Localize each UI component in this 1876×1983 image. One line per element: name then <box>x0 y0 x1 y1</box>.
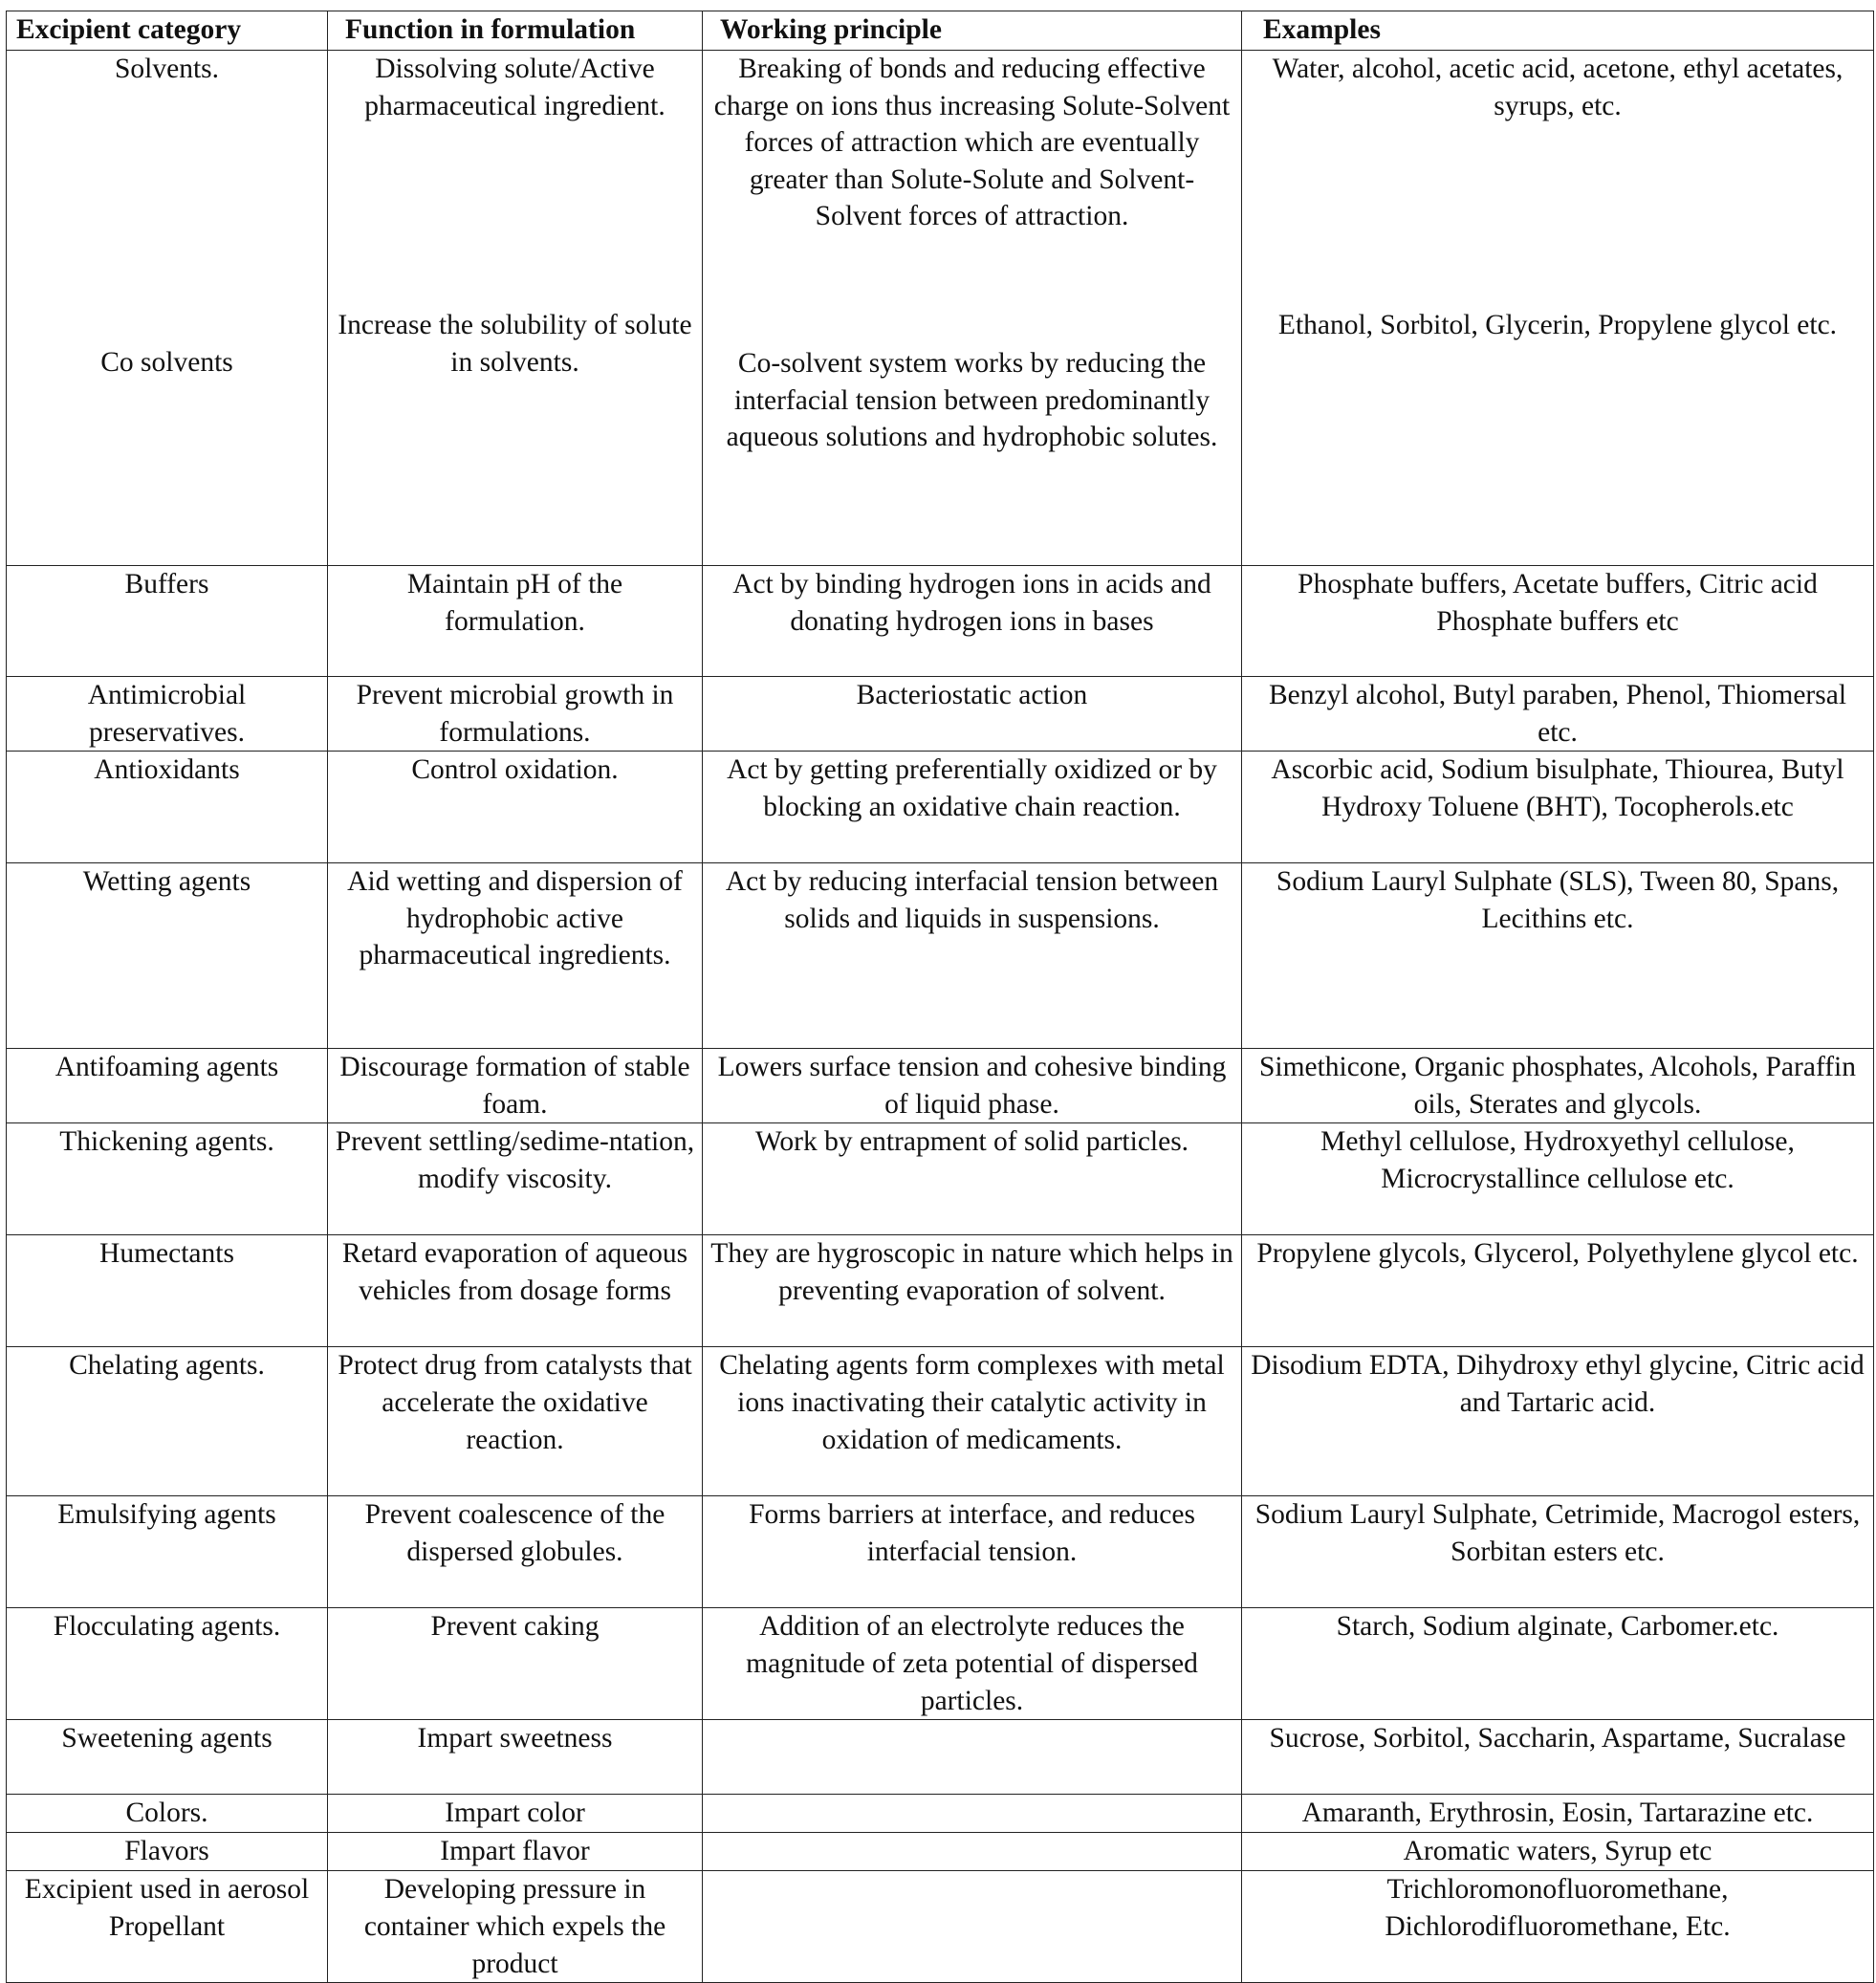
principle-antifoaming: Lowers surface tension and cohesive binding of liquid phase. <box>703 1049 1242 1123</box>
function-co-solvents: Increase the solubility of solute in solvents. <box>338 310 692 378</box>
table-row <box>7 677 1874 752</box>
function-wetting: Aid wetting and dispersion of hydrophobic active pharmaceutical ingredients. <box>328 863 703 1049</box>
category-antioxidants: Antioxidants <box>7 752 328 863</box>
table-row <box>7 51 1874 566</box>
category-flocculating: Flocculating agents. <box>7 1608 328 1720</box>
header-examples: Examples <box>1242 11 1874 51</box>
table-row <box>7 1496 1874 1608</box>
principle-solvents: Breaking of bonds and reducing effective charge on ions thus increasing Solute-Solvent forces of attraction which are eventually greater than Solute-Solute and Solvent-Solvent forces of attraction. <box>713 54 1231 232</box>
examples-antioxidants: Ascorbic acid, Sodium bisulphate, Thiourea, Butyl Hydroxy Toluene (BHT), Tocopherols.etc <box>1242 752 1874 863</box>
function-thickening: Prevent settling/sedime-ntation, modify viscosity. <box>328 1123 703 1235</box>
examples-colors: Amaranth, Erythrosin, Eosin, Tartarazine etc. <box>1242 1795 1874 1833</box>
table-row <box>7 566 1874 677</box>
table-header-row <box>7 11 1874 51</box>
principle-flocculating: Addition of an electrolyte reduces the magnitude of zeta potential of dispersed particles. <box>703 1608 1242 1720</box>
category-chelating: Chelating agents. <box>7 1347 328 1496</box>
principle-cell <box>703 51 1242 566</box>
table-row <box>7 1123 1874 1235</box>
examples-emulsifying: Sodium Lauryl Sulphate, Cetrimide, Macrogol esters, Sorbitan esters etc. <box>1242 1496 1874 1608</box>
principle-sweetening <box>703 1720 1242 1795</box>
function-antimicrobial: Prevent microbial growth in formulations. <box>328 677 703 752</box>
table-row <box>7 863 1874 1049</box>
category-aerosol: Excipient used in aerosol Propellant <box>7 1871 328 1983</box>
function-solvents: Dissolving solute/Active pharmaceutical ingredient. <box>364 54 665 121</box>
function-flocculating: Prevent caking <box>328 1608 703 1720</box>
principle-buffers: Act by binding hydrogen ions in acids and donating hydrogen ions in bases <box>703 566 1242 677</box>
function-chelating: Protect drug from catalysts that accelerate the oxidative reaction. <box>328 1347 703 1496</box>
header-working-principle: Working principle <box>703 11 1242 51</box>
examples-sweetening: Sucrose, Sorbitol, Saccharin, Aspartame, Sucralase <box>1242 1720 1874 1795</box>
category-cell <box>7 51 328 566</box>
table-row <box>7 752 1874 863</box>
examples-cell <box>1242 51 1874 566</box>
header-function: Function in formulation <box>328 11 703 51</box>
function-humectants: Retard evaporation of aqueous vehicles from dosage forms <box>328 1235 703 1347</box>
principle-co-solvents: Co-solvent system works by reducing the interfacial tension between predominantly aqueous solutions and hydrophobic solutes. <box>726 348 1218 453</box>
examples-aerosol: Trichloromonofluoromethane, Dichlorodifluoromethane, Etc. <box>1242 1871 1874 1983</box>
function-antioxidants: Control oxidation. <box>328 752 703 863</box>
examples-antimicrobial: Benzyl alcohol, Butyl paraben, Phenol, Thiomersal etc. <box>1242 677 1874 752</box>
principle-antimicrobial: Bacteriostatic action <box>703 677 1242 752</box>
examples-thickening: Methyl cellulose, Hydroxyethyl cellulose, Microcrystallince cellulose etc. <box>1242 1123 1874 1235</box>
table-row <box>7 1347 1874 1496</box>
table-row <box>7 1871 1874 1983</box>
table-row <box>7 1833 1874 1871</box>
function-flavors: Impart flavor <box>328 1833 703 1871</box>
category-antimicrobial: Antimicrobial preservatives. <box>7 677 328 752</box>
principle-thickening: Work by entrapment of solid particles. <box>703 1123 1242 1235</box>
principle-emulsifying: Forms barriers at interface, and reduces interfacial tension. <box>703 1496 1242 1608</box>
category-sweetening: Sweetening agents <box>7 1720 328 1795</box>
function-colors: Impart color <box>328 1795 703 1833</box>
category-humectants: Humectants <box>7 1235 328 1347</box>
table-row <box>7 1795 1874 1833</box>
principle-flavors <box>703 1833 1242 1871</box>
examples-humectants: Propylene glycols, Glycerol, Polyethylene glycol etc. <box>1242 1235 1874 1347</box>
examples-antifoaming: Simethicone, Organic phosphates, Alcohols, Paraffin oils, Sterates and glycols. <box>1242 1049 1874 1123</box>
examples-buffers: Phosphate buffers, Acetate buffers, Citric acid Phosphate buffers etc <box>1242 566 1874 677</box>
function-cell <box>328 51 703 566</box>
table-row <box>7 1235 1874 1347</box>
category-buffers: Buffers <box>7 566 328 677</box>
category-flavors: Flavors <box>7 1833 328 1871</box>
principle-humectants: They are hygroscopic in nature which helps in preventing evaporation of solvent. <box>703 1235 1242 1347</box>
principle-wetting: Act by reducing interfacial tension between solids and liquids in suspensions. <box>703 863 1242 1049</box>
function-sweetening: Impart sweetness <box>328 1720 703 1795</box>
category-co-solvents: Co solvents <box>100 346 233 378</box>
category-wetting: Wetting agents <box>7 863 328 1049</box>
table-row <box>7 1720 1874 1795</box>
principle-colors <box>703 1795 1242 1833</box>
principle-antioxidants: Act by getting preferentially oxidized or by blocking an oxidative chain reaction. <box>703 752 1242 863</box>
table-row <box>7 1049 1874 1123</box>
excipient-table <box>6 11 1874 1983</box>
header-excipient-category: Excipient category <box>7 11 328 51</box>
excipient-table-container <box>6 11 1874 1983</box>
examples-co-solvents: Ethanol, Sorbitol, Glycerin, Propylene glycol etc. <box>1277 310 1838 340</box>
examples-chelating: Disodium EDTA, Dihydroxy ethyl glycine, Citric acid and Tartaric acid. <box>1242 1347 1874 1496</box>
examples-solvents: Water, alcohol, acetic acid, acetone, ethyl acetates, syrups, etc. <box>1272 54 1843 121</box>
category-solvents: Solvents. <box>115 54 219 84</box>
category-emulsifying: Emulsifying agents <box>7 1496 328 1608</box>
function-buffers: Maintain pH of the formulation. <box>328 566 703 677</box>
category-antifoaming: Antifoaming agents <box>7 1049 328 1123</box>
category-colors: Colors. <box>7 1795 328 1833</box>
table-row <box>7 1608 1874 1720</box>
examples-flavors: Aromatic waters, Syrup etc <box>1242 1833 1874 1871</box>
function-aerosol: Developing pressure in container which expels the product <box>328 1871 703 1983</box>
function-antifoaming: Discourage formation of stable foam. <box>328 1049 703 1123</box>
examples-flocculating: Starch, Sodium alginate, Carbomer.etc. <box>1242 1608 1874 1720</box>
function-emulsifying: Prevent coalescence of the dispersed globules. <box>328 1496 703 1608</box>
principle-chelating: Chelating agents form complexes with metal ions inactivating their catalytic activity in oxidation of medicaments. <box>703 1347 1242 1496</box>
examples-wetting: Sodium Lauryl Sulphate (SLS), Tween 80, Spans, Lecithins etc. <box>1242 863 1874 1049</box>
category-thickening: Thickening agents. <box>7 1123 328 1235</box>
principle-aerosol <box>703 1871 1242 1983</box>
